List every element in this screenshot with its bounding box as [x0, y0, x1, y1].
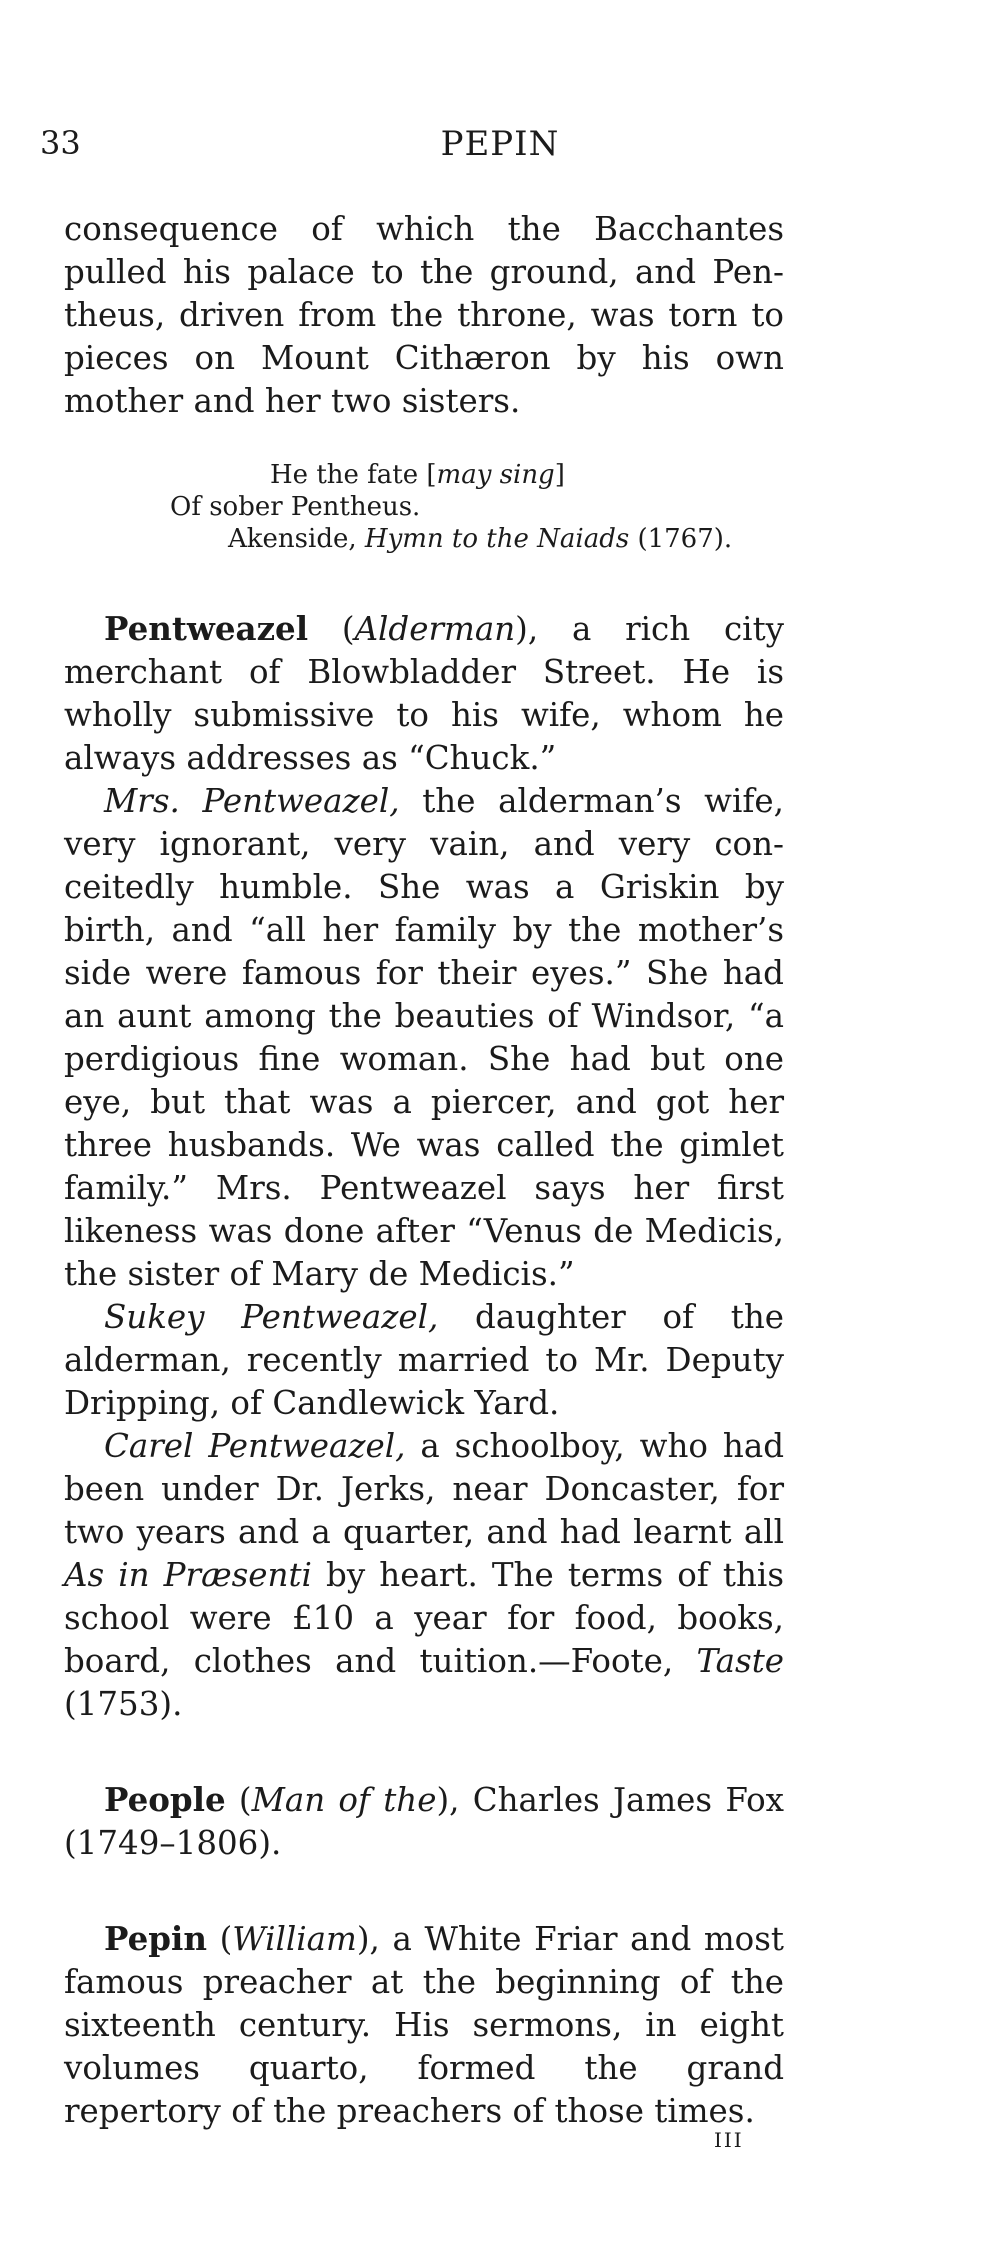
entry-headword: Pentweazel — [104, 609, 309, 648]
running-title: PEPIN — [440, 124, 560, 164]
quote-line-2: Of sober Pentheus. — [170, 492, 421, 522]
entry-people-main: People (Man of the), Charles James Fox (1749–1806). — [64, 1780, 784, 1862]
entry-sukey-pentweazel: Sukey Pentweazel, daughter of the alderman, recently married to Mr. Deputy Dripping, of Candlewick Yard. — [64, 1298, 784, 1422]
intro-paragraph: consequence of which the Bacchantes pulled his palace to the ground, and Pentheus, driven from the throne, was torn to pieces on Mount Cithæron by his own mother and her two sisters. — [64, 210, 784, 420]
quote-line-1: He the fate [may sing] — [270, 460, 565, 490]
entry-pentweazel-main: Pentweazel (Alderman), a rich city merchant of Blowbladder Street. He is wholly submissive to his wife, whom he always addresses as “Chuck.” — [64, 609, 784, 777]
entry-carel-pentweazel: Carel Pentweazel, a schoolboy, who had been under Dr. Jerks, near Doncaster, for two years and a quarter, and had learnt all As in Præsenti by heart. The terms of this school were £10 a year for food, books, board, clothes and tuition.—Foote, Taste (1753). — [64, 1427, 785, 1723]
entry-headword: Pepin — [104, 1919, 207, 1958]
entry-mrs-pentweazel: Mrs. Pentweazel, the alderman’s wife, very ignorant, very vain, and very conceitedly humble. She was a Griskin by birth, and “all her family by the mother’s side were famous for their eyes.” She had an aunt among the beauties of Windsor, “a perdigious fine woman. She had but one eye, but that was a piercer, and got her three husbands. We was called the gimlet family.” Mrs. Pentweazel says her first likeness was done after “Venus de Medicis, the sister of Mary de Medicis.” — [64, 782, 784, 1293]
entry-pepin — [64, 1917, 784, 2133]
quote-citation: Akenside, Hymn to the Naiads (1767). — [228, 524, 733, 554]
entry-headword: People — [104, 1780, 226, 1819]
entry-pentweazel — [64, 607, 784, 1726]
page-header — [0, 124, 1000, 174]
page-body — [64, 208, 784, 2133]
quotation — [64, 459, 784, 555]
page-number: 33 — [40, 124, 81, 162]
entry-pepin-main: Pepin (William), a White Friar and most famous preacher at the beginning of the sixteenth century. His sermons, in eight volumes quarto, formed the grand repertory of the preachers of those times. — [64, 1919, 784, 2130]
entry-people — [64, 1778, 784, 1865]
signature-mark: III — [714, 2128, 744, 2152]
